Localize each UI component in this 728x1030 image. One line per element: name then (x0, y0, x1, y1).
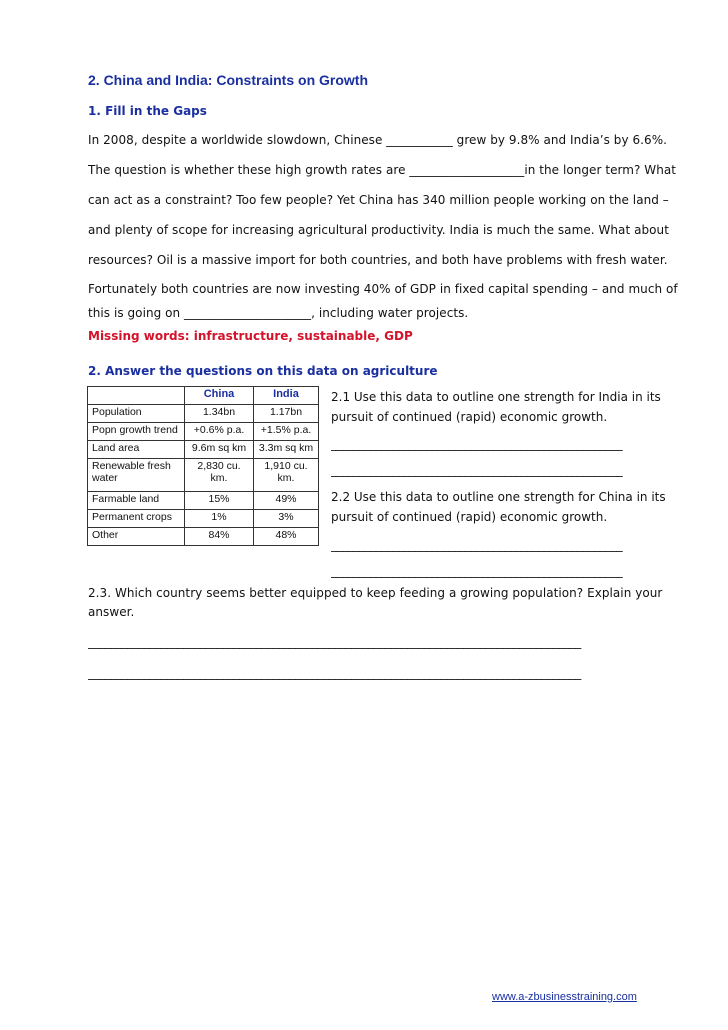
paragraph-line: this is going on _____________________, including water projects. (88, 306, 469, 320)
answer-line[interactable]: ____________________________________________________ (331, 437, 623, 451)
answer-line[interactable]: ________________________________________________________________________________________ (88, 666, 581, 680)
row-label: Permanent crops (88, 510, 185, 528)
agriculture-data-table (87, 386, 319, 546)
paragraph-line: resources? Oil is a massive import for both countries, and both have problems with fresh water. (88, 253, 668, 267)
china-value: +0.6% p.a. (185, 423, 254, 441)
table-row (88, 510, 319, 528)
question-2-1-cont: pursuit of continued (rapid) economic growth. (331, 410, 608, 424)
paragraph-line: Fortunately both countries are now investing 40% of GDP in fixed capital spending – and much of (88, 282, 678, 296)
table-header-cell: China (185, 387, 254, 405)
question-2-2: 2.2 Use this data to outline one strength for China in its (331, 490, 666, 504)
row-label: Popn growth trend (88, 423, 185, 441)
india-value: 3.3m sq km (254, 441, 319, 459)
china-value: 15% (185, 492, 254, 510)
china-value: 1% (185, 510, 254, 528)
row-label: Other (88, 528, 185, 546)
table-header-row (88, 387, 319, 405)
question-2-2-cont: pursuit of continued (rapid) economic growth. (331, 510, 608, 524)
china-value: 1.34bn (185, 405, 254, 423)
answer-line[interactable]: ________________________________________________________________________________________ (88, 635, 581, 649)
paragraph-line: and plenty of scope for increasing agricultural productivity. India is much the same. What about (88, 223, 669, 237)
answer-line[interactable]: ____________________________________________________ (331, 538, 623, 552)
answer-line[interactable]: ____________________________________________________ (331, 463, 623, 477)
row-label: Farmable land (88, 492, 185, 510)
paragraph-line: In 2008, despite a worldwide slowdown, Chinese ___________ grew by 9.8% and India’s by 6.6%. (88, 133, 668, 147)
table-header-cell (88, 387, 185, 405)
question-2-3: 2.3. Which country seems better equipped to keep feeding a growing population? Explain your (88, 586, 663, 600)
table-row (88, 441, 319, 459)
row-label: Renewable fresh water (88, 459, 185, 492)
section2-heading: 2. Answer the questions on this data on agriculture (88, 364, 438, 378)
page-title: 2. China and India: Constraints on Growth (88, 72, 369, 88)
india-value: 1,910 cu. km. (254, 459, 319, 492)
table-row (88, 459, 319, 492)
table-row (88, 423, 319, 441)
china-value: 9.6m sq km (185, 441, 254, 459)
question-2-3-cont: answer. (88, 605, 135, 619)
china-value: 2,830 cu. km. (185, 459, 254, 492)
question-2-1: 2.1 Use this data to outline one strength for India in its (331, 390, 661, 404)
india-value: +1.5% p.a. (254, 423, 319, 441)
answer-line[interactable]: ____________________________________________________ (331, 564, 623, 578)
missing-words: Missing words: infrastructure, sustainable, GDP (88, 329, 413, 343)
india-value: 1.17bn (254, 405, 319, 423)
table-row (88, 492, 319, 510)
row-label: Land area (88, 441, 185, 459)
paragraph-line: can act as a constraint? Too few people? Yet China has 340 million people working on the land – (88, 193, 669, 207)
section1-heading: 1. Fill in the Gaps (88, 104, 207, 118)
table-header-cell: India (254, 387, 319, 405)
india-value: 3% (254, 510, 319, 528)
row-label: Population (88, 405, 185, 423)
paragraph-line: The question is whether these high growth rates are ___________________in the longer term? What (88, 163, 677, 177)
india-value: 49% (254, 492, 319, 510)
table-row (88, 405, 319, 423)
india-value: 48% (254, 528, 319, 546)
china-value: 84% (185, 528, 254, 546)
table-row (88, 528, 319, 546)
footer-link[interactable]: www.a-zbusinesstraining.com (492, 991, 637, 1003)
